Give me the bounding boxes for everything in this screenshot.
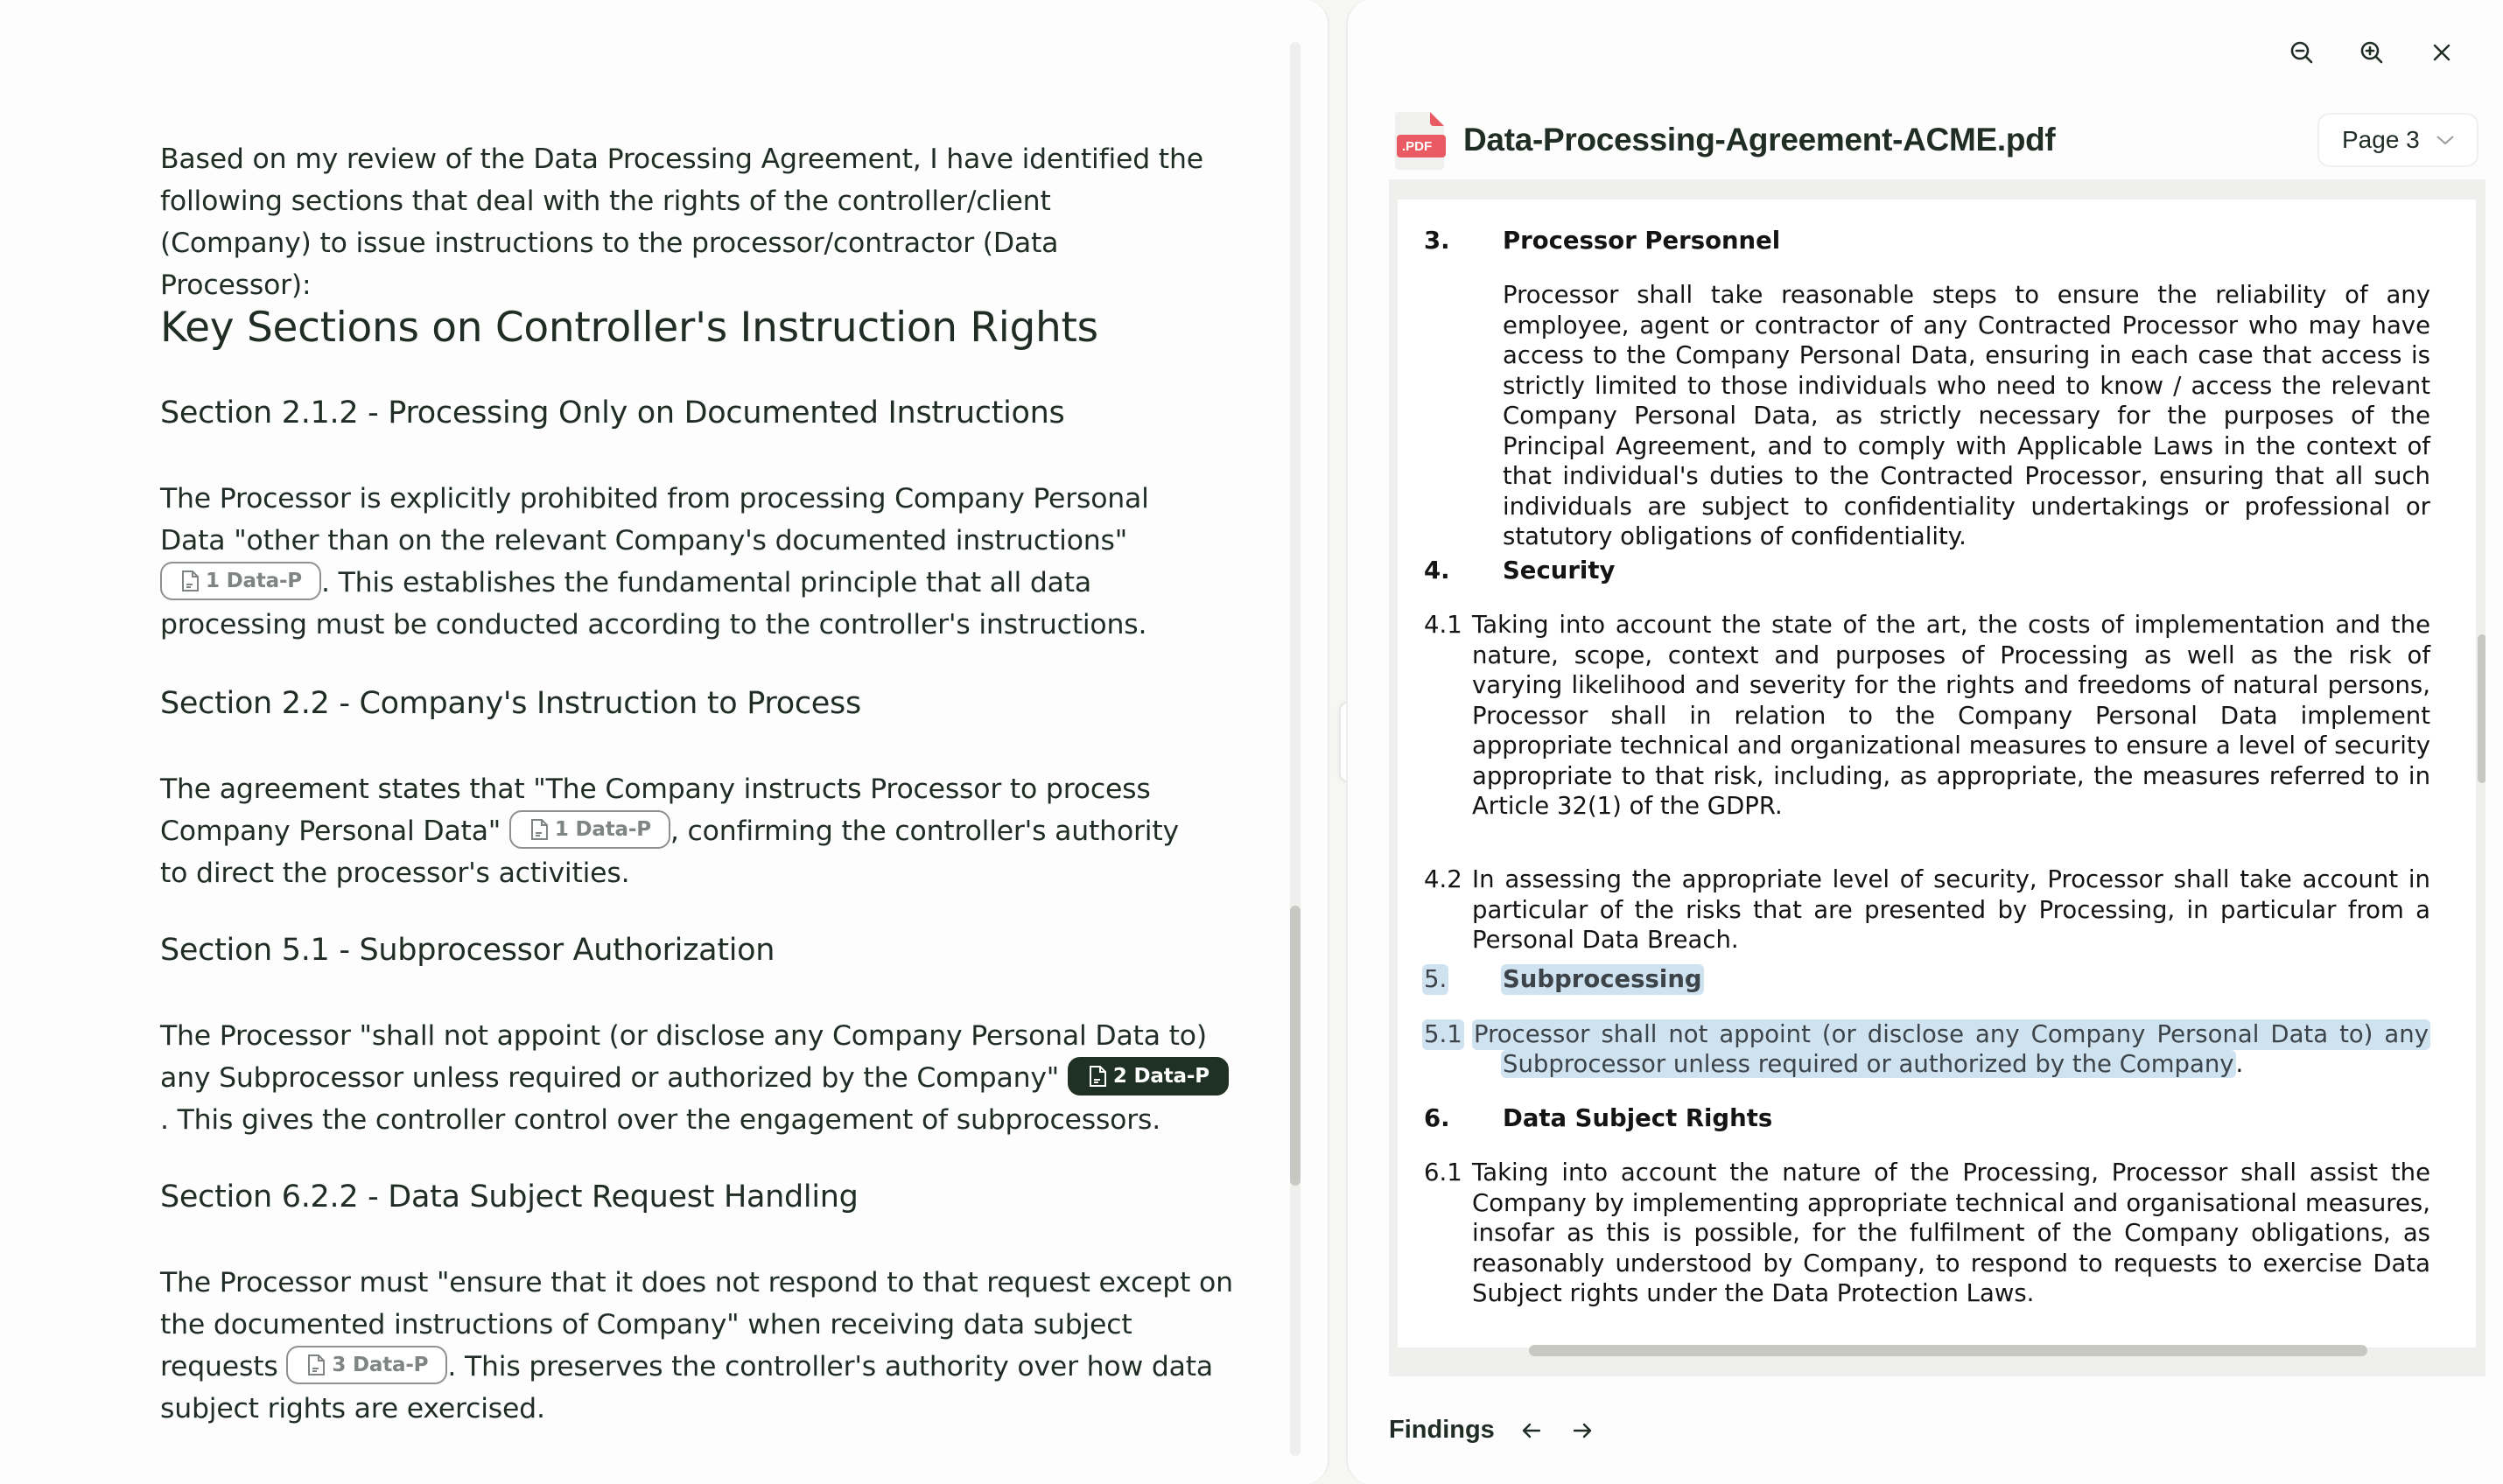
- pdf-badge-label: .PDF: [1402, 139, 1433, 154]
- pdf-viewer[interactable]: [1389, 179, 2485, 1376]
- document-icon: [530, 818, 550, 841]
- close-icon: [2429, 39, 2455, 66]
- intro-paragraph: Based on my review of the Data Processing Agreement, I have identified the following sections that deal with the rights of the controller/client (Company) to issue instructions to the processor/contractor (Data Processor):: [160, 144, 1203, 301]
- pdf-section-heading: Data Subject Rights: [1503, 1104, 1773, 1132]
- section-paragraph: The agreement states that "The Company instructs Processor to process Company Personal Data" 1 Data-P , confirming the controller's authority to direct the processor's activities.: [160, 774, 1179, 889]
- arrow-right-icon: [1571, 1419, 1594, 1442]
- zoom-in-icon: [2359, 39, 2385, 66]
- zoom-out-button[interactable]: [2284, 35, 2319, 70]
- close-viewer-button[interactable]: [2424, 35, 2459, 70]
- zoom-in-button[interactable]: [2354, 35, 2389, 70]
- section-title: Section 2.1.2 - Processing Only on Documented Instructions: [160, 396, 1065, 430]
- next-finding-button[interactable]: [1568, 1417, 1596, 1445]
- document-icon: [307, 1354, 326, 1376]
- pdf-highlight: 5.1: [1424, 1020, 1462, 1048]
- pdf-highlight: 5.: [1424, 965, 1448, 993]
- section-paragraph: The Processor "shall not appoint (or disclose any Company Personal Data to) any Subprocessor unless required or authorized by the Company" 2 Data-P . This gives the controller control over the engagement of subprocessors.: [160, 1015, 1237, 1141]
- chat-scrollbar[interactable]: [1290, 42, 1301, 1456]
- section-title: Section 2.2 - Company's Instruction to Process: [160, 686, 861, 721]
- document-icon: [1089, 1065, 1108, 1088]
- pdf-clause: Taking into account the nature of the Processing, Processor shall assist the Company by implementing appropriate technical and organisational measures, insofar as this is possible, for the fulfilment of the Company obligations, as reasonably understood by Company, to respond to requests to exercise Data Subject rights under the Data Protection Laws.: [1472, 1158, 2430, 1307]
- document-title: Data-Processing-Agreement-ACME.pdf: [1463, 122, 2056, 158]
- findings-nav: [1389, 1416, 1596, 1445]
- pdf-page: 3. Processor Personnel Processor shall take reasonable steps to ensure the reliability of any employee, agent or contractor of any Contracted Processor who may have access to the Company Personal Data, ensuring in each case that access is strictly limited to those individuals who need to know / access the relevant Company Personal Data, as strictly necessary for the purposes of the Principal Agreement, and to comply with Applicable Laws in the context of that individual's duties to the Contracted Processor, ensuring that all such individuals are subject to confidentiality undertakings or professional or statutory obligations of confidentiality. 4. Security 4.1 Taking into account the state of the art, the costs of implementation and the nature, scope, context and purposes of Processing as well as the risk of varying likelihood and severity for the rights and freedoms of natural persons, Processor shall in relation to the Company Personal Data implement appropriate technical and organizational measures to ensure a level of security appropriate to that risk, including, as appropriate, the measures referred to in Article 32(1) of the GDPR. 4.2 In assessing the appropriate level of security, Processor shall take account in particular of the risks that are presented by Processing, in particular from a Personal Data Breach. 5. Subprocessing 5.1 Processor shall not appoint (or disclose any Company Personal Data to) any Subprocessor unless required or authorized by the Company. 6. Data Subject Rights 6.1 Taking into account the nature of the Processing, Processor shall assist the Company by implementing appropriate technical and organisational measures, insofar as this is possible, for the fulfilment of the Company obligations, as reasonably understood by Company, to respond to requests to exercise Data Subject rights under the Data Protection Laws.: [1398, 200, 2476, 1348]
- citation-chip[interactable]: 1 Data-P: [160, 562, 321, 600]
- pdf-highlight-heading: Subprocessing: [1503, 965, 1702, 993]
- citation-chip[interactable]: 1 Data-P: [509, 810, 670, 849]
- pdf-file-icon: [1393, 108, 1448, 172]
- pdf-paragraph: Processor shall take reasonable steps to ensure the reliability of any employee, agent or contractor of any Contracted Processor who may have access to the Company Personal Data, ensuring in each case that access is strictly limited to those individuals who need to know / access the relevant Company Personal Data, as strictly necessary for the purposes of the Principal Agreement, and to comply with Applicable Laws in the context of that individual's duties to the Contracted Processor, ensuring that all such individuals are subject to confidentiality undertakings or professional or statutory obligations of confidentiality.: [1503, 281, 2430, 550]
- pdf-section-heading: Processor Personnel: [1503, 227, 1781, 255]
- pdf-section-heading: Security: [1503, 556, 1616, 584]
- answer-heading: Key Sections on Controller's Instruction Rights: [160, 304, 1098, 352]
- pdf-highlight: Processor shall not appoint (or disclose any Company Personal Data to) any: [1474, 1020, 2429, 1048]
- pdf-highlight: Subprocessor unless required or authorized by the Company: [1503, 1050, 2234, 1078]
- citation-chip-active[interactable]: 2 Data-P: [1068, 1057, 1229, 1096]
- previous-finding-button[interactable]: [1518, 1417, 1546, 1445]
- pdf-clause: In assessing the appropriate level of security, Processor shall take account in particular of the risks that are presented by Processing, in particular from a Personal Data Breach.: [1472, 865, 2430, 954]
- chevron-down-icon: [2436, 134, 2455, 146]
- page-select[interactable]: Page 3: [2317, 113, 2478, 167]
- section-title: Section 5.1 - Subprocessor Authorization: [160, 933, 775, 968]
- section-paragraph: The Processor is explicitly prohibited from processing Company Personal Data "other than on the relevant Company's documented instructions" 1 Data-P . This establishes the fundamental principle that all data processing must be conducted according to the controller's instructions.: [160, 483, 1149, 640]
- arrow-left-icon: [1520, 1419, 1543, 1442]
- section-paragraph: The Processor must "ensure that it does not respond to that request except on the documented instructions of Company" when receiving data subject requests 3 Data-P . This preserves the controller's authority over how data subject rights are exercised.: [160, 1267, 1233, 1424]
- section-title: Section 6.2.2 - Data Subject Request Handling: [160, 1180, 859, 1214]
- document-icon: [181, 570, 200, 592]
- findings-label: Findings: [1389, 1416, 1495, 1444]
- document-viewer-panel: [1346, 0, 2503, 1484]
- citation-chip[interactable]: 3 Data-P: [286, 1346, 447, 1384]
- pdf-vertical-scrollbar-thumb[interactable]: [2478, 634, 2485, 783]
- document-header: [1393, 107, 2055, 173]
- pdf-horizontal-scrollbar-thumb[interactable]: [1529, 1345, 2367, 1356]
- chat-scrollbar-thumb[interactable]: [1290, 906, 1301, 1186]
- zoom-out-icon: [2289, 39, 2315, 66]
